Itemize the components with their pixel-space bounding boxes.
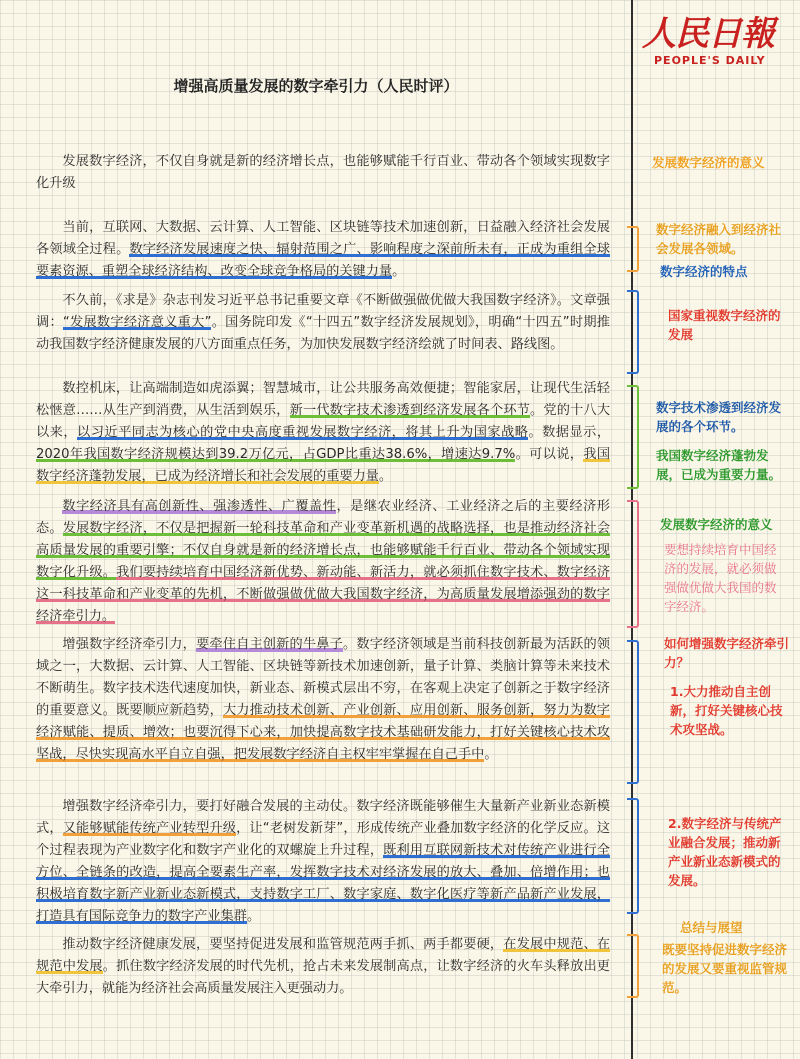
note-significance: 发展数字经济的意义	[652, 155, 765, 170]
p6-text: 增强数字经济牵引力，	[62, 637, 196, 652]
p4-highlight-2: 以习近平同志为核心的党中央高度重视发展数字经济，将其上升为国家战略	[77, 425, 529, 440]
p2-highlight-1: 数字经济发展速度之快、辐射范围之广、影响程度之深前所未有，	[129, 242, 517, 257]
logo-chinese-text: 人民日報	[642, 14, 774, 54]
p5-highlight-1: 数字经济具有高创新性、强渗透性、广覆盖性	[62, 499, 337, 514]
p2-highlight-2: 正成为重组全球要素资源、重塑全球经济结构、改变全球竞争格局的关键力量	[36, 242, 611, 279]
paragraph-2	[36, 217, 610, 283]
p4-highlight-1: 新一代数字技术渗透到经济发展各个环节	[289, 403, 531, 418]
p7-highlight-2: 既利用互联网新技术对传统产业进行全方位、全链条的改造，提高全要素生产率，发挥数字技术对经济发展的放大、叠加、倍增作用；也积极培育数字新产业新业态新模式，支持数字工厂、数字家庭、数字化医疗等新产品新产业发展，打造具有国际竞争力的数字产业集群	[36, 843, 611, 924]
bracket-orange-2	[627, 934, 639, 998]
bracket-blue-1	[627, 290, 639, 374]
bracket-orange-1	[627, 226, 639, 272]
note-significance-2: 发展数字经济的意义	[660, 517, 773, 532]
paragraph-8	[36, 934, 610, 1000]
p5-highlight-3: 我们要持续培育中国经济新优势、新动能、新活力，就必须抓住数字技术、数字经济这一科技革命和产业变革的先机，不断做强做优做大我国数字经济，为高质量发展增添强劲的数字经济牵引力。	[36, 565, 611, 624]
p7-highlight-1: 又能够赋能传统产业转型升级	[62, 821, 237, 836]
paragraph-7	[36, 796, 610, 928]
p6-highlight-1: 要牵住自主创新的牛鼻子	[196, 637, 343, 652]
article-title: 增强高质量发展的数字牵引力（人民时评）	[173, 77, 459, 95]
note-penetration: 数字技术渗透到经济发展的各个环节。	[656, 400, 782, 434]
peoples-daily-logo	[640, 6, 790, 72]
p6-end: 。	[484, 747, 498, 762]
note-how-to: 如何增强数字经济牵引力？	[664, 636, 790, 670]
p3-highlight: “发展数字经济意义重大”	[62, 315, 212, 330]
p4-highlight-3: 2020年我国数字经济规模达到39.2万亿元，占GDP比重达38.6%，增速达9.7%	[36, 447, 516, 462]
note-summary: 既要坚持促进数字经济的发展又要重视监管规范。	[662, 942, 788, 995]
p5-text: ，是继农业经济、工业经济之后的主要经济形态。	[36, 499, 610, 536]
p7-end: 。	[247, 909, 261, 924]
note-integration: 数字经济融入到经济社会发展各领域。	[656, 222, 782, 256]
p4-text: 数控机床，让高端制造如虎添翼；智慧城市，让公共服务高效便捷；智能家居，让现代生活轻松惬意……从生产到消费，从生活到娱乐，	[36, 381, 610, 418]
note-integration-2: 2.数字经济与传统产业融合发展；推动新产业新业态新模式的发展。	[668, 816, 782, 888]
logo-english-text: PEOPLE'S DAILY	[654, 54, 766, 67]
p4-text-2: 。党的十八大以来，	[36, 403, 611, 440]
p4-text-4: 。可以说，	[515, 447, 584, 462]
p8-end: 。抓住数字经济发展的时代先机，抢占未来发展制高点，让数字经济的火车头释放出更大牵引力，就能为经济社会高质量发展注入更强动力。	[36, 959, 610, 996]
p7-text: 增强数字经济牵引力，要打好融合发展的主动仗。数字经济既能够催生大量新产业新业态新模式，	[36, 799, 610, 836]
p4-text-3: 。数据显示，	[528, 425, 611, 440]
bracket-pink-1	[627, 500, 639, 628]
paragraph-1	[36, 151, 610, 195]
note-national-attention: 国家重视数字经济的发展	[668, 308, 781, 342]
p3-text-2: 。国务院印发《“十四五”数字经济发展规划》，明确“十四五”时期推动我国数字经济健康发展的八方面重点任务，为加快发展数字经济绘就了时间表、路线图。	[36, 315, 610, 352]
p2-end: 。	[392, 264, 406, 279]
p1-text: 发展数字经济，不仅自身就是新的经济增长点，也能够赋能千行百业、带动各个领域实现数字化升级	[36, 154, 610, 191]
bracket-blue-2	[627, 640, 639, 784]
paragraph-5	[36, 496, 610, 628]
p3-text: 不久前，《求是》杂志刊发习近平总书记重要文章《不断做强做优做大我国数字经济》。文章强调：	[36, 293, 610, 330]
p4-end: 。	[378, 469, 393, 484]
note-booming: 我国数字经济蓬勃发展，已成为重要力量。	[656, 448, 782, 482]
p8-highlight: 在发展中规范、在规范中发展	[36, 937, 611, 974]
p2-text: 当前，互联网、大数据、云计算、人工智能、区块链等技术加速创新，日益融入经济社会发展各领域全过程。	[36, 220, 610, 257]
note-cultivate: 要想持续培育中国经济的发展，就必须做强做优做大我国的数字经济。	[664, 542, 777, 614]
p5-highlight-2: 发展数字经济，不仅是把握新一轮科技革命和产业变革新机遇的战略选择，也是推动经济社会高质量发展的重要引擎；不仅自身就是新的经济增长点，也能够赋能千行百业、带动各个领域实现数字化升级。	[36, 521, 611, 580]
note-characteristics: 数字经济的特点	[660, 264, 748, 279]
p6-text-2: 。数字经济领域是当前科技创新最为活跃的领域之一，大数据、云计算、人工智能、区块链等新技术加速创新，量子计算、类脑计算等未来技术不断萌生。数字技术迭代速度加快，新业态、新模式层出不穷，在客观上决定了创新之于数字经济的重要意义。既要顺应新趋势，	[36, 637, 611, 718]
paragraph-4	[36, 378, 610, 488]
bracket-green-1	[627, 385, 639, 489]
note-summary-heading: 总结与展望	[680, 920, 743, 935]
paragraph-6	[36, 634, 610, 766]
p7-text-2: ，让“老树发新芽”，形成传统产业叠加数字经济的化学反应。这个过程表现为产业数字化和数字产业化的双螺旋上升过程，	[36, 821, 611, 858]
note-innovation: 1.大力推动自主创新，打好关键核心技术攻坚战。	[670, 684, 783, 737]
bracket-blue-3	[627, 798, 639, 914]
paragraph-3	[36, 290, 610, 356]
p6-highlight-2: 大力推动技术创新、产业创新、应用创新、服务创新，努力为数字经济赋能、提质、增效；也要沉得下心来，加快提高数字技术基础研发能力，打好关键核心技术攻坚战，尽快实现高水平自立自强，把发展数字经济自主权牢牢掌握在自己手中	[36, 703, 610, 762]
p4-highlight-4: 我国数字经济蓬勃发展，已成为经济增长和社会发展的重要力量	[36, 447, 611, 484]
p8-text: 推动数字经济健康发展，要坚持促进发展和监管规范两手抓、两手都要硬，	[62, 937, 504, 952]
